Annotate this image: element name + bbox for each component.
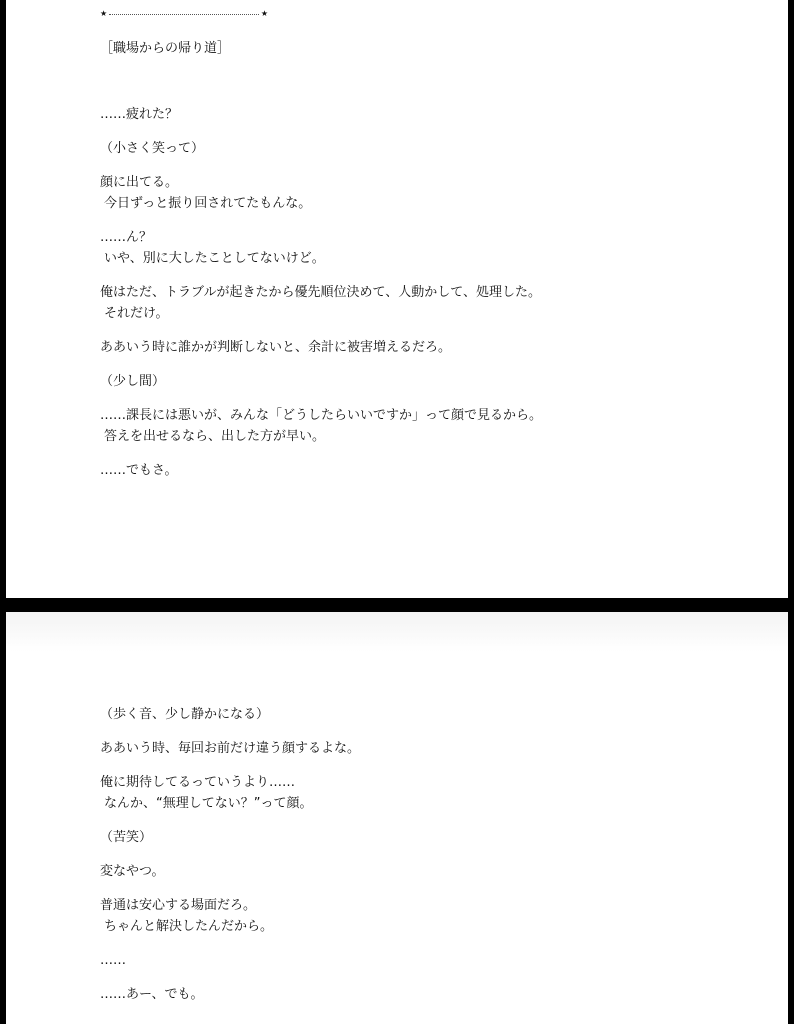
stage-direction: （苦笑）: [100, 830, 153, 845]
stage-direction: （小さく笑って）: [100, 141, 205, 156]
dialogue-line: 普通は安心する場面だろ。: [100, 898, 257, 913]
page-1-text: [100, 38, 740, 481]
dialogue-line: ……: [100, 953, 126, 968]
page-2-text: [100, 704, 740, 1005]
dialogue-line: ……あー、でも。: [100, 987, 204, 1002]
dialogue-line: それだけ。: [104, 306, 169, 321]
dialogue-line: ……疲れた？: [100, 107, 179, 122]
dialogue-line: 俺に期待してるっていうより……: [100, 775, 296, 790]
scene-heading: ［職場からの帰り道］: [100, 41, 231, 56]
dialogue-line: ああいう時、毎回お前だけ違う顔するよな。: [100, 741, 361, 756]
dialogue-line: ちゃんと解決したんだから。: [104, 919, 274, 934]
dialogue-line: いや、別に大したことしてないけど。: [104, 251, 325, 266]
star-icon: ★: [100, 9, 108, 18]
document-page-1: [6, 0, 788, 598]
dialogue-line: 答えを出せるなら、出した方が早い。: [104, 429, 326, 444]
stage-direction: （少し間）: [100, 374, 166, 389]
document-page-2: [6, 612, 788, 1024]
dialogue-line: ……課長には悪いが、みんな「どうしたらいいですか」って顔で見るから。: [100, 408, 543, 423]
dialogue-line: 今日ずっと振り回されてたもんな。: [104, 196, 312, 211]
dotted-rule: [109, 14, 259, 15]
dialogue-line: 顔に出てる。: [100, 175, 179, 190]
dialogue-line: 変なやつ。: [100, 864, 165, 879]
dialogue-line: なんか、“無理してない？”って顔。: [104, 796, 313, 811]
star-icon: ★: [260, 9, 268, 18]
star-divider: [100, 6, 268, 22]
dialogue-line: 俺はただ、トラブルが起きたから優先順位決めて、人動かして、処理した。: [100, 285, 541, 300]
stage-direction: （歩く音、少し静かになる）: [100, 707, 270, 722]
dialogue-line: ああいう時に誰かが判断しないと、余計に被害増えるだろ。: [100, 340, 452, 355]
dialogue-line: ……ん？: [100, 230, 153, 245]
dialogue-line: ……でもさ。: [100, 463, 178, 478]
